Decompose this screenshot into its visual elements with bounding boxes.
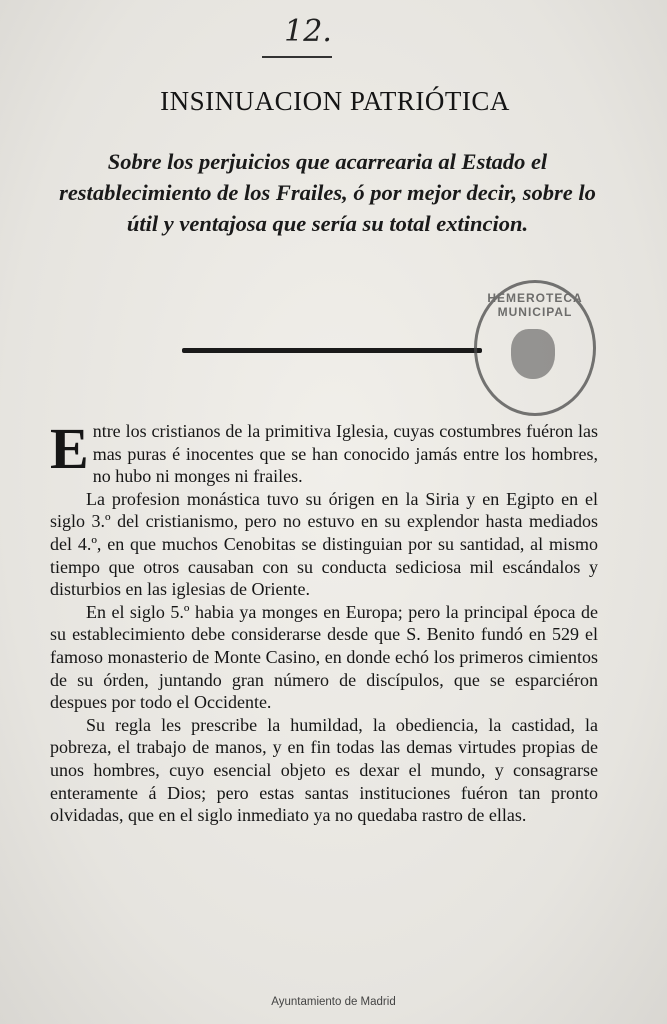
paragraph-3: En el siglo 5.º habia ya monges en Europa; pero la principal época de su establecimiento debe considerarse desde que S. Benito fundó en 529 el famoso monasterio de Monte Casino, en donde echó los primeros cimientos de su órden, juntando gran número de discípulos, que se esparciéron despues por todo el Occidente. (50, 601, 598, 713)
paragraph-4: Su regla les prescribe la humildad, la obediencia, la castidad, la pobreza, el trabajo de manos, y en fin todas las demas virtudes propias de unos hombres, cuyo esencial objeto es dexar el mundo, y consagrarse enteramente á Dios; pero estas santas instituciones fuéron tan pronto olvidadas, que en el siglo inmediato ya no quedaba rastro de ellas. (50, 714, 598, 826)
library-stamp (474, 280, 596, 416)
page-number-underline (262, 56, 332, 58)
stamp-label: HEMEROTECA MUNICIPAL (487, 291, 583, 319)
footer-credit: Ayuntamiento de Madrid (271, 996, 396, 1008)
body-text (50, 416, 598, 827)
drop-cap: E (50, 416, 89, 481)
handwritten-page-number: 12. (284, 14, 332, 49)
title-divider-rule (182, 348, 482, 353)
coat-of-arms-icon (511, 329, 555, 379)
document-title: INSINUACION PATRIÓTICA (160, 86, 510, 116)
document-subtitle: Sobre los perjuicios que acarrearia al Estado el restablecimiento de los Frailes, ó por mejor decir, sobre lo útil y ventajosa que sería su total extincion. (59, 149, 596, 236)
paragraph-1: Entre los cristianos de la primitiva Iglesia, cuyas costumbres fuéron las mas puras é inocentes que se han conocido jamás entre los hombres, no hubo ni monges ni frailes. (50, 416, 598, 487)
paragraph-2: La profesion monástica tuvo su órigen en la Siria y en Egipto en el siglo 3.º del cristianismo, pero no estuvo en su explendor hasta mediados del 4.º, en que muchos Cenobitas se distinguian por su santidad, al mismo tiempo que otros causaban con su conducta sediciosa mil escándalos y disturbios en las iglesias de Oriente. (50, 488, 598, 600)
